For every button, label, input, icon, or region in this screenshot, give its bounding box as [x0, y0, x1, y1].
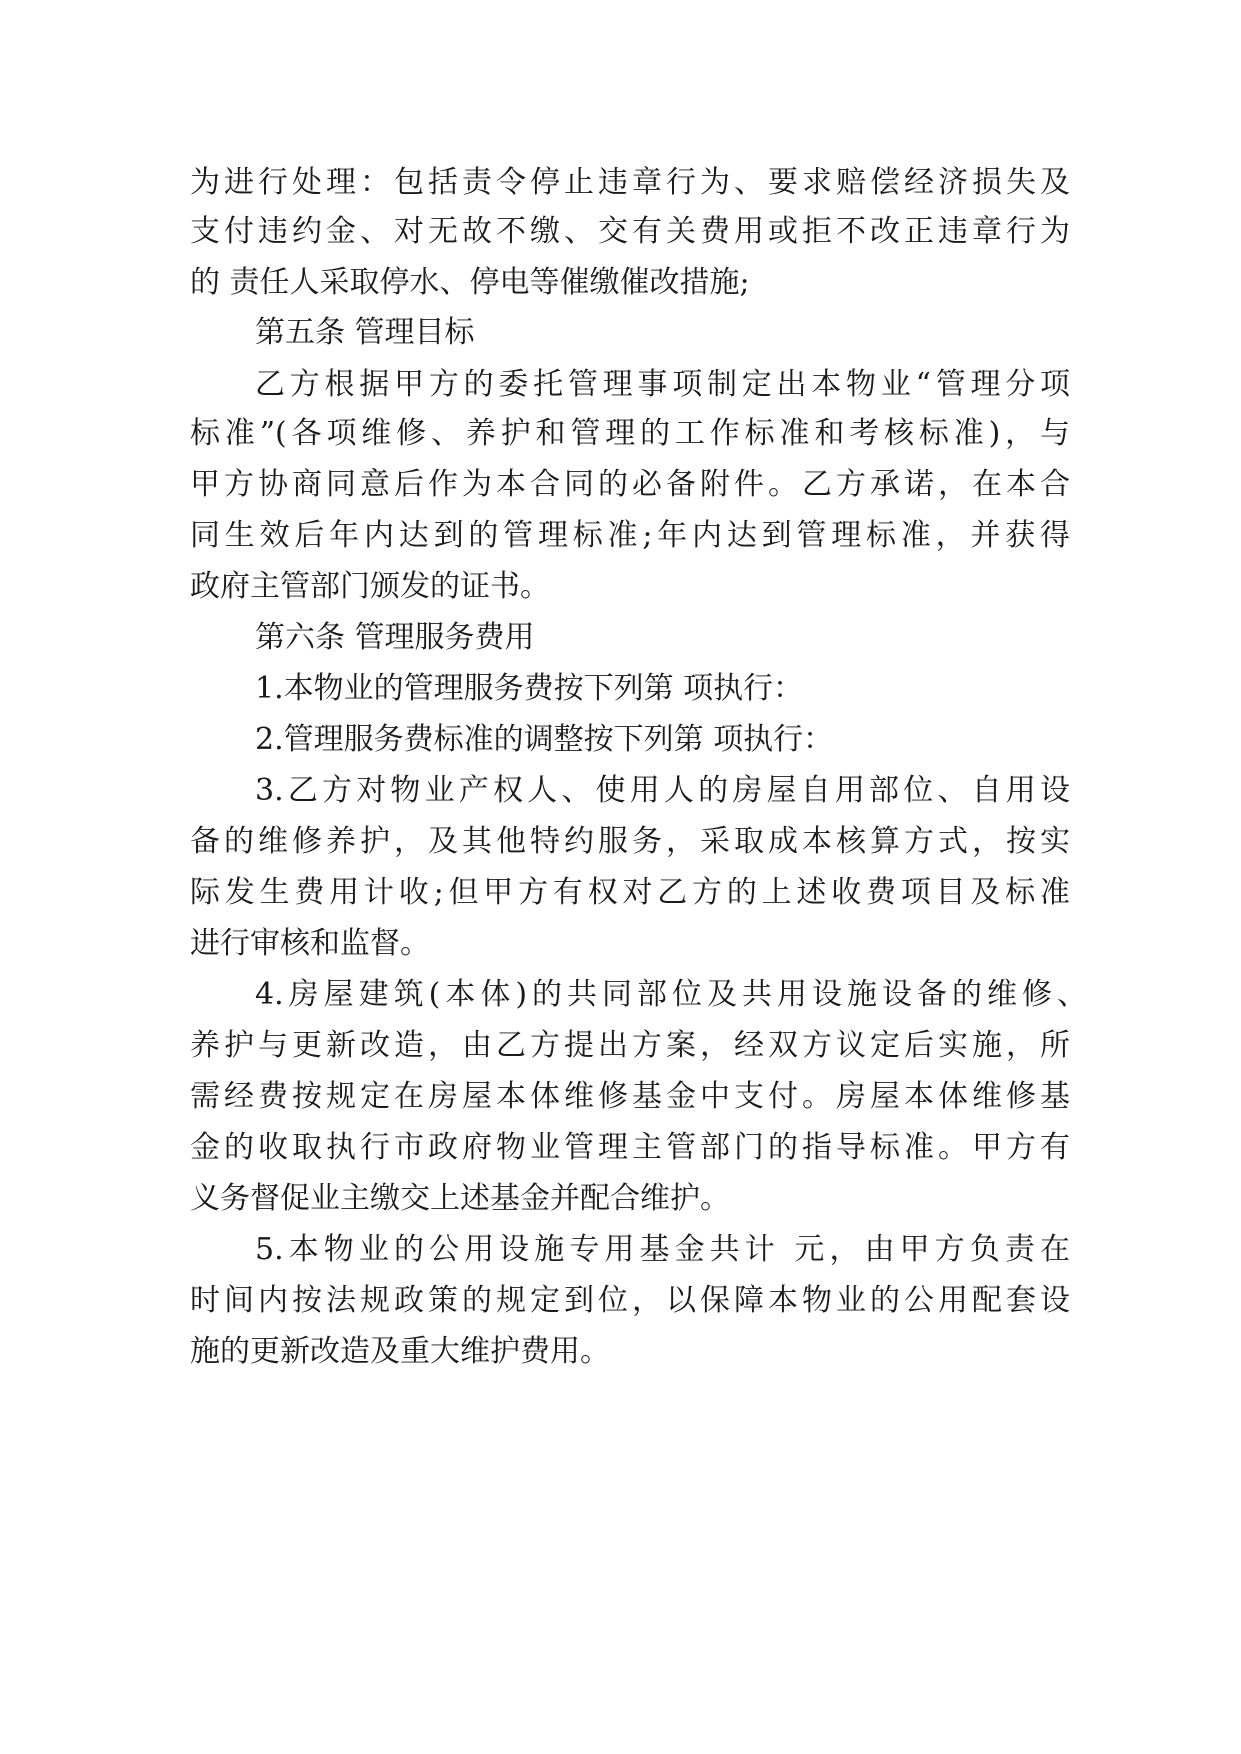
text-line: 政府主管部门颁发的证书。 — [190, 569, 550, 604]
text-line: 标准”(各项维修、养护和管理的工作标准和考核标准)，与 — [190, 416, 1070, 451]
text-line: 的 责任人采取停水、停电等催缴催改措施; — [190, 265, 750, 300]
text-line: 乙方根据甲方的委托管理事项制定出本物业“管理分项 — [255, 367, 1070, 402]
text-line: 金的收取执行市政府物业管理主管部门的指导标准。甲方有 — [190, 1130, 1070, 1165]
text-line: 1.本物业的管理服务费按下列第 项执行： — [255, 671, 804, 706]
text-line: 养护与更新改造，由乙方提出方案，经双方议定后实施，所 — [190, 1028, 1070, 1063]
section-heading: 第六条 管理服务费用 — [255, 620, 535, 655]
section-heading: 第五条 管理目标 — [255, 315, 475, 350]
text-line: 甲方协商同意后作为本合同的必备附件。乙方承诺，在本合 — [190, 467, 1070, 502]
text-line: 际发生费用计收;但甲方有权对乙方的上述收费项目及标准 — [190, 875, 1070, 910]
text-line: 为进行处理：包括责令停止违章行为、要求赔偿经济损失及 — [190, 165, 1070, 200]
text-line: 进行审核和监督。 — [190, 926, 430, 961]
text-line: 2.管理服务费标准的调整按下列第 项执行： — [255, 722, 834, 757]
text-line: 同生效后年内达到的管理标准;年内达到管理标准，并获得 — [190, 518, 1070, 553]
text-line: 施的更新改造及重大维护费用。 — [190, 1334, 610, 1369]
text-line: 支付违约金、对无故不缴、交有关费用或拒不改正违章行为 — [190, 214, 1070, 249]
text-line: 备的维修养护，及其他特约服务，采取成本核算方式，按实 — [190, 824, 1070, 859]
text-line: 时间内按法规政策的规定到位，以保障本物业的公用配套设 — [190, 1283, 1070, 1318]
text-line: 4.房屋建筑(本体)的共同部位及共用设施设备的维修、 — [255, 977, 1087, 1012]
text-line: 义务督促业主缴交上述基金并配合维护。 — [190, 1181, 730, 1216]
text-line: 3.乙方对物业产权人、使用人的房屋自用部位、自用设 — [255, 773, 1070, 808]
text-line: 需经费按规定在房屋本体维修基金中支付。房屋本体维修基 — [190, 1079, 1070, 1114]
text-line: 5.本物业的公用设施专用基金共计 元，由甲方负责在 — [255, 1232, 1070, 1267]
